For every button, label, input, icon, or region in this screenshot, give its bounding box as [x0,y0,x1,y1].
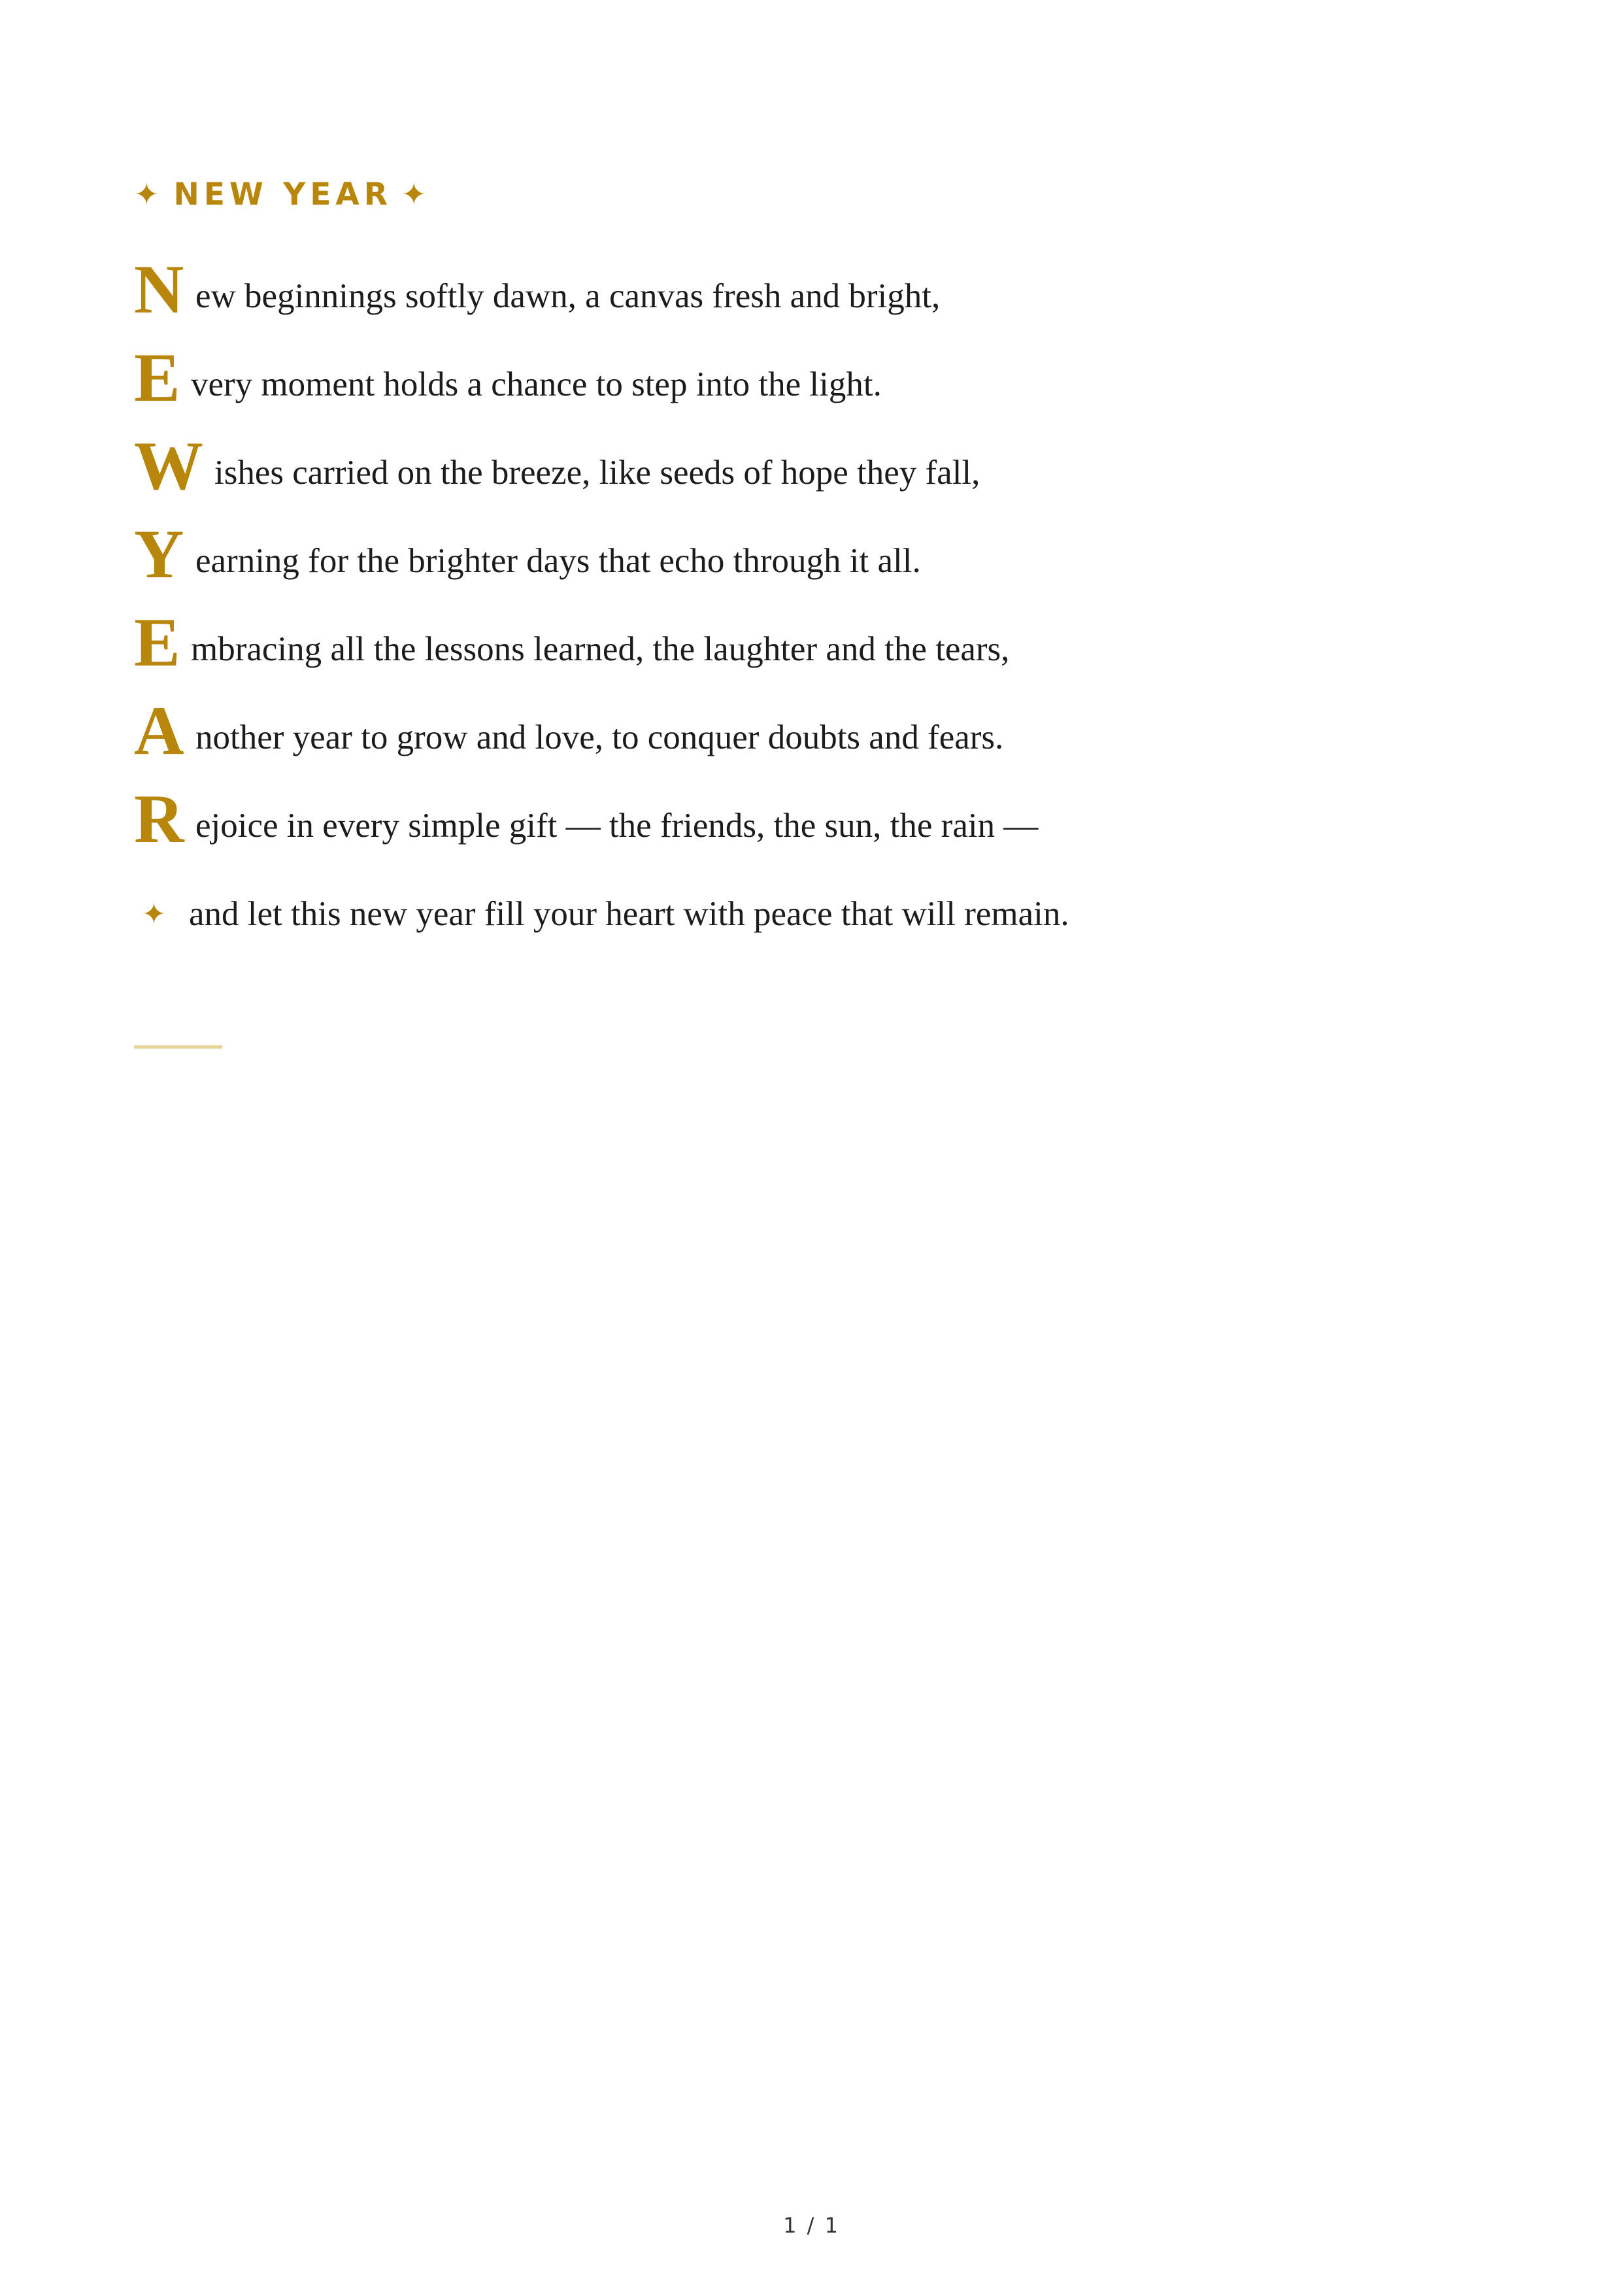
poem-line-text: nother year to grow and love, to conquer doubts and fears. [195,718,1004,756]
poem-line-text: ew beginnings softly dawn, a canvas fresh and bright, [195,277,941,315]
decorative-divider [134,1045,222,1049]
poem-line-text: mbracing all the lessons learned, the laughter and the tears, [191,630,1010,668]
acrostic-initial: R [134,781,184,857]
poem-line-text: ishes carried on the breeze, like seeds of hope they fall, [214,454,980,492]
acrostic-initial: W [134,428,203,504]
sparkle-icon: ✦ [401,177,427,212]
page-number: 1 / 1 [783,2213,840,2238]
acrostic-initial: A [134,692,184,769]
acrostic-initial: N [134,251,184,328]
sparkle-icon: ✦ [134,177,159,212]
poem-line-text: and let this new year fill your heart with peace that will remain. [189,895,1069,933]
poem-line-text: earning for the brighter days that echo through it all. [195,542,921,580]
poem-title: NEW YEAR [173,176,392,212]
poem-line-text: ejoice in every simple gift — the friends, the sun, the rain — [195,807,1039,845]
acrostic-initial: E [134,339,180,416]
poem-heading [134,171,426,217]
acrostic-initial: Y [134,516,184,592]
poem-line-text: very moment holds a chance to step into the light. [191,365,882,403]
sparkle-icon: ✦ [142,898,166,931]
acrostic-initial: E [134,604,180,681]
